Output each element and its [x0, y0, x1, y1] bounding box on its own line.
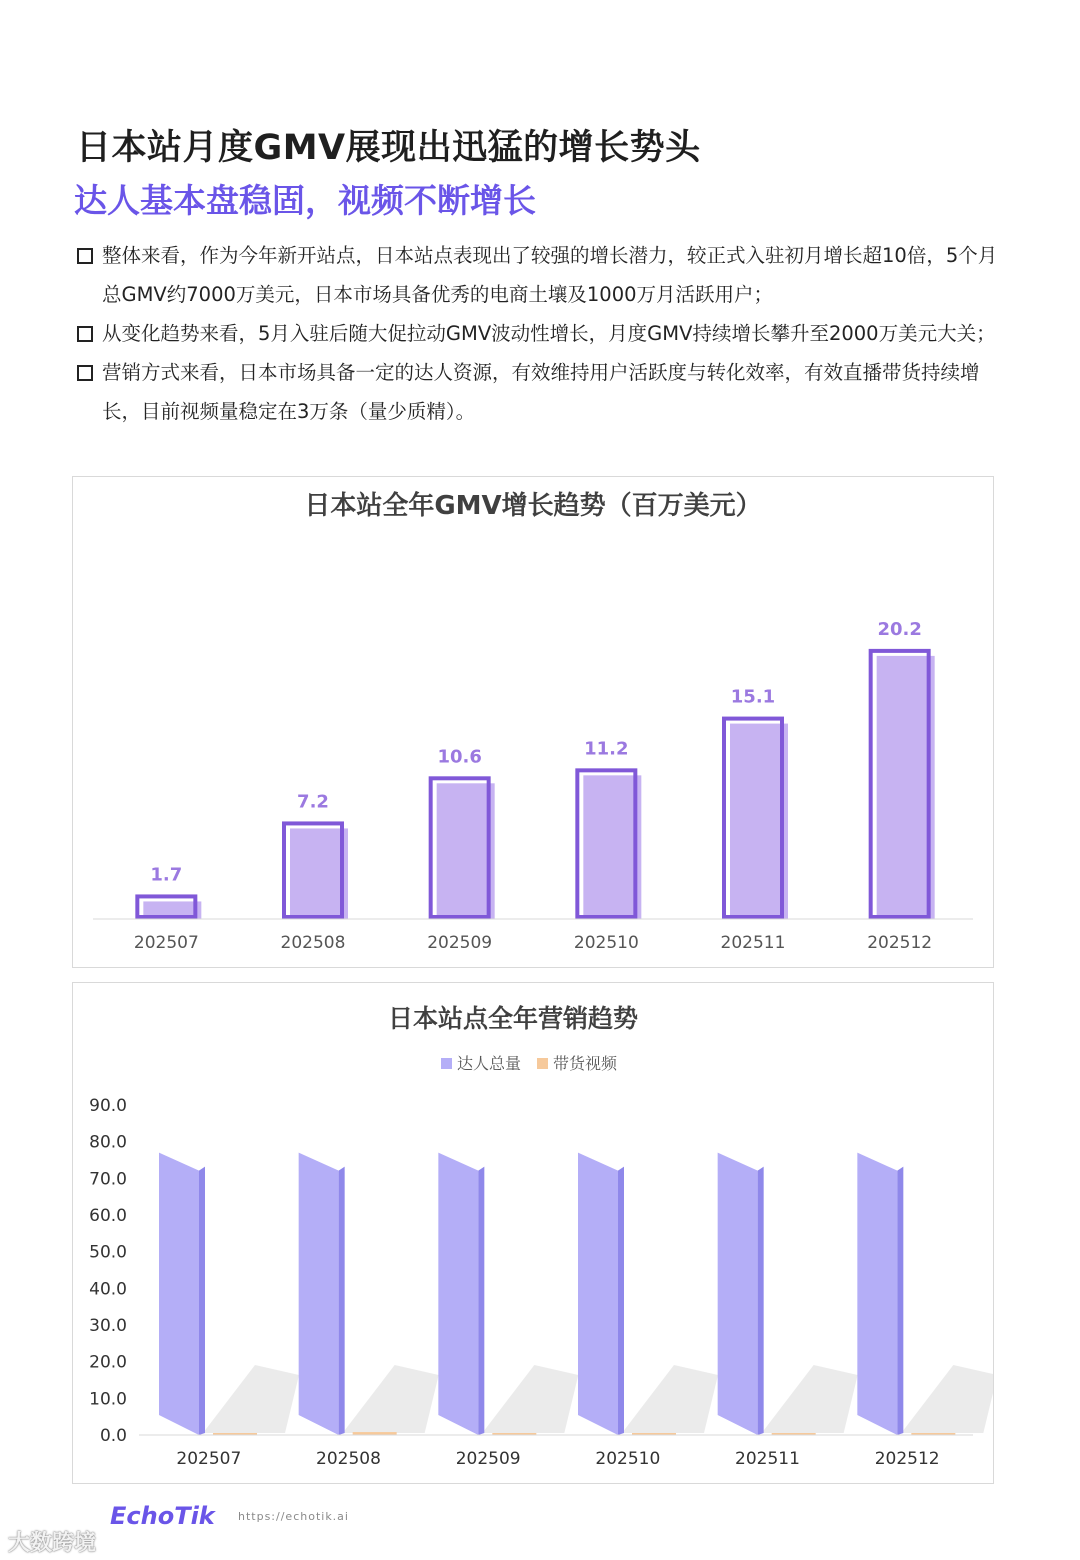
bar-shadow [901, 1365, 993, 1433]
data-label: 15.1 [730, 686, 776, 708]
x-tick-label: 202512 [874, 1449, 940, 1469]
data-label: 20.2 [877, 618, 922, 640]
bar-talent [159, 1153, 199, 1435]
bullet-text: 营销方式来看，日本市场具备一定的达人资源，有效维持用户活跃度与转化效率，有效直播带货持续增长，目前视频量稳定在3万条（量少质精）。 [102, 361, 980, 423]
page-subtitle: 达人基本盘稳固，视频不断增长 [74, 181, 536, 220]
bar-shadow [343, 1365, 439, 1433]
legend [441, 1054, 618, 1073]
x-tick-label: 202511 [720, 933, 786, 953]
bar-talent [299, 1153, 339, 1435]
bar [437, 783, 495, 919]
x-tick-label: 202508 [280, 933, 346, 953]
legend-swatch-video [537, 1058, 548, 1069]
data-label: 11.2 [584, 738, 629, 760]
bar-shadow [203, 1365, 299, 1433]
legend-label-talent: 达人总量 [457, 1054, 522, 1073]
x-tick-label: 202509 [455, 1449, 521, 1469]
legend-label-video: 带货视频 [553, 1054, 618, 1073]
bar-shadow [482, 1365, 578, 1433]
marketing-chart-title: 日本站点全年营销趋势 [387, 1004, 639, 1033]
bullet-item [76, 353, 1016, 431]
bar-talent [578, 1153, 618, 1435]
y-tick-label: 90.0 [89, 1096, 127, 1116]
bullet-item [76, 314, 1016, 353]
x-tick-label: 202510 [573, 933, 639, 953]
checkbox-icon [77, 326, 93, 342]
bar-talent [438, 1153, 478, 1435]
gmv-chart-panel [72, 476, 994, 968]
x-tick-label: 202509 [427, 933, 493, 953]
x-tick-label: 202508 [316, 1449, 381, 1469]
x-tick-label: 202511 [735, 1449, 800, 1469]
gmv-chart-title: 日本站全年GMV增长趋势（百万美元） [304, 491, 762, 521]
bar [583, 775, 641, 919]
bar-talent [857, 1153, 897, 1435]
brand-logo: EchoTik [110, 1502, 215, 1530]
marketing-chart [73, 983, 993, 1483]
bullet-text: 整体来看，作为今年新开站点，日本站点表现出了较强的增长潜力，较正式入驻初月增长超10倍，5个月总GMV约7000万美元，日本市场具备优秀的电商土壤及1000万月活跃用户； [102, 244, 998, 306]
watermark: 大数跨境 [8, 1531, 97, 1556]
y-tick-label: 40.0 [89, 1279, 127, 1300]
checkbox-icon [77, 365, 93, 381]
x-tick-label: 202510 [595, 1449, 661, 1469]
bar-shadow [762, 1365, 858, 1433]
bar-talent-side [758, 1167, 764, 1435]
gmv-chart [73, 477, 993, 967]
y-tick-label: 10.0 [89, 1389, 127, 1410]
bar-talent [718, 1153, 758, 1435]
bar-talent-side [897, 1167, 903, 1435]
data-label: 1.7 [150, 864, 183, 886]
footer-url: https://echotik.ai [238, 1510, 349, 1523]
y-tick-label: 70.0 [89, 1169, 127, 1190]
bar [877, 656, 935, 919]
bar-talent-side [478, 1167, 484, 1435]
page-title: 日本站月度GMV展现出迅猛的增长势头 [76, 128, 701, 168]
legend-swatch-talent [441, 1058, 452, 1069]
y-tick-label: 50.0 [89, 1242, 127, 1263]
bar-talent-side [339, 1167, 345, 1435]
y-tick-label: 0.0 [99, 1426, 127, 1446]
y-tick-label: 20.0 [89, 1352, 127, 1373]
x-tick-label: 202507 [133, 933, 199, 953]
bar-shadow [622, 1365, 718, 1433]
x-tick-label: 202512 [867, 933, 933, 953]
y-tick-label: 30.0 [89, 1316, 127, 1336]
bar [290, 828, 348, 919]
data-label: 7.2 [297, 791, 329, 813]
bullet-list [76, 236, 1016, 431]
y-tick-label: 80.0 [89, 1132, 127, 1153]
marketing-chart-panel [72, 982, 994, 1484]
x-tick-label: 202507 [176, 1449, 242, 1469]
bar-talent-side [199, 1167, 205, 1435]
bar-talent-side [618, 1167, 624, 1435]
bar [730, 724, 788, 919]
bullet-item [76, 236, 1016, 314]
data-label: 10.6 [437, 746, 482, 768]
y-tick-label: 60.0 [89, 1206, 127, 1226]
bullet-text: 从变化趋势来看，5月入驻后随大促拉动GMV波动性增长，月度GMV持续增长攀升至2000万美元大关； [102, 322, 996, 345]
checkbox-icon [77, 248, 93, 264]
